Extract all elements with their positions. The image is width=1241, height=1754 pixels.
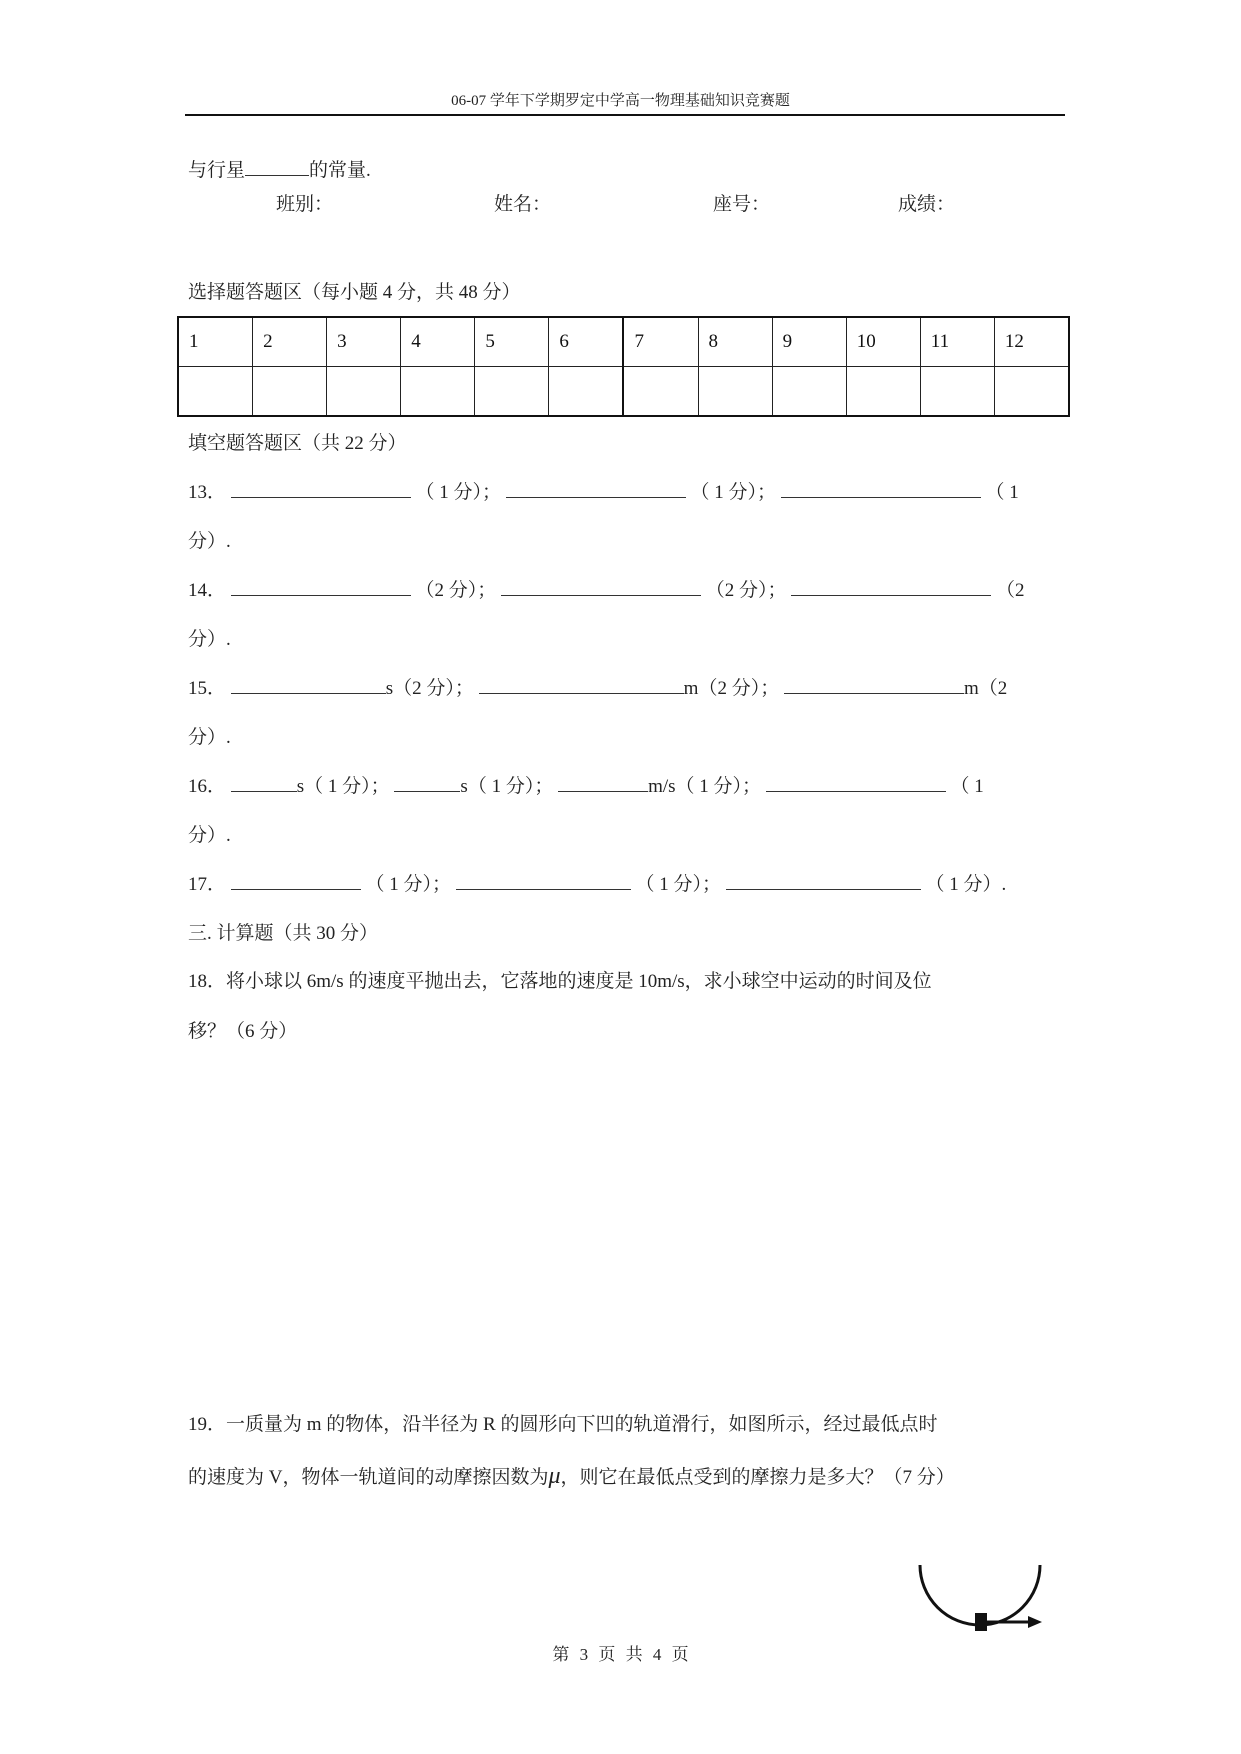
page-footer: 第 3 页 共 4 页 [552, 1645, 689, 1664]
mc-answer-cell[interactable] [327, 367, 401, 417]
score-note: （2 分）； [705, 580, 787, 601]
fill-question-13 [188, 477, 1019, 504]
mc-number-cell: 7 [623, 317, 698, 367]
question-19-text: 的速度为 V，物体一轨道间的动摩擦因数为 [188, 1467, 549, 1488]
fill-question-15 [188, 673, 1007, 700]
answer-blank[interactable] [501, 579, 701, 596]
score-note: （ 1 [985, 482, 1019, 503]
answer-blank[interactable] [479, 677, 684, 694]
fill-question-15-tail: 分）. [188, 727, 231, 748]
mc-number-cell: 11 [920, 317, 994, 367]
mc-number-cell: 10 [846, 317, 920, 367]
object-block [975, 1613, 987, 1631]
carryover-line [188, 155, 371, 182]
info-name-label: 姓名： [494, 194, 552, 215]
fill-question-13-tail: 分）. [188, 531, 231, 552]
carryover-prefix: 与行星 [188, 160, 246, 181]
mc-number-cell: 8 [698, 317, 772, 367]
mc-number-cell: 1 [178, 317, 253, 367]
mc-number-cell: 3 [327, 317, 401, 367]
question-number: 14． [188, 580, 227, 601]
mc-answer-row [178, 367, 1069, 417]
score-note: （2 [996, 580, 1025, 601]
answer-blank[interactable] [506, 481, 686, 498]
carryover-suffix: 的常量. [309, 160, 371, 181]
velocity-arrow-head-icon [1028, 1616, 1042, 1628]
score-note: （ 1 分）； [690, 482, 777, 503]
score-note: （ 1 分）； [635, 874, 722, 895]
fill-section-title: 填空题答题区（共 22 分） [188, 433, 407, 454]
score-note: m/s（ 1 分）； [648, 776, 762, 797]
mc-answer-cell[interactable] [994, 367, 1069, 417]
score-note: （ 1 分）； [365, 874, 452, 895]
question-number: 17． [188, 874, 227, 895]
mc-answer-cell[interactable] [253, 367, 327, 417]
fill-question-16 [188, 771, 984, 798]
answer-blank[interactable] [791, 579, 991, 596]
score-note: s（ 1 分）； [460, 776, 554, 797]
mc-number-cell: 9 [772, 317, 846, 367]
fill-question-14-tail: 分）. [188, 629, 231, 650]
score-note: （ 1 分）； [415, 482, 502, 503]
answer-blank[interactable] [231, 775, 297, 792]
score-note: （ 1 分）. [925, 874, 1007, 895]
answer-blank[interactable] [558, 775, 648, 792]
mc-number-row [178, 317, 1069, 367]
info-score-label: 成绩： [898, 194, 956, 215]
mc-number-cell: 4 [401, 317, 475, 367]
mc-number-cell: 5 [475, 317, 549, 367]
score-note: （2 分）； [415, 580, 497, 601]
page-header-title: 06-07 学年下学期罗定中学高一物理基础知识竞赛题 [451, 93, 790, 109]
question-19-text: ，则它在最低点受到的摩擦力是多大？（7 分） [560, 1467, 955, 1488]
question-19-line2 [188, 1462, 955, 1490]
score-note: s（2 分）； [385, 678, 474, 699]
score-note: （ 1 [950, 776, 984, 797]
answer-blank[interactable] [394, 775, 460, 792]
question-number: 16． [188, 776, 227, 797]
answer-blank[interactable] [231, 873, 361, 890]
answer-blank[interactable] [726, 873, 921, 890]
mc-answer-cell[interactable] [475, 367, 549, 417]
answer-blank[interactable] [245, 159, 309, 176]
answer-blank[interactable] [784, 677, 964, 694]
fill-question-16-tail: 分）. [188, 825, 231, 846]
mc-answer-cell[interactable] [698, 367, 772, 417]
mu-symbol: μ [548, 1463, 561, 1489]
mc-number-cell: 2 [253, 317, 327, 367]
info-seat-label: 座号： [713, 194, 771, 215]
calc-section-title: 三. 计算题（共 30 分） [188, 923, 379, 944]
answer-blank[interactable] [231, 677, 386, 694]
mc-answer-table [177, 316, 1070, 417]
fill-question-14 [188, 575, 1025, 602]
answer-blank[interactable] [456, 873, 631, 890]
score-note: m（2 分）； [683, 678, 780, 699]
mc-section-title: 选择题答题区（每小题 4 分，共 48 分） [188, 282, 521, 303]
mc-answer-cell[interactable] [920, 367, 994, 417]
mc-answer-cell[interactable] [772, 367, 846, 417]
mc-answer-cell[interactable] [549, 367, 624, 417]
mc-number-cell: 12 [994, 317, 1069, 367]
answer-blank[interactable] [231, 579, 411, 596]
question-number: 15． [188, 678, 227, 699]
header-divider [185, 114, 1065, 116]
info-class-label: 班别： [276, 194, 334, 215]
question-18-line1: 18．将小球以 6m/s 的速度平抛出去，它落地的速度是 10m/s，求小球空中运动的时间及位 [188, 971, 932, 992]
mc-number-cell: 6 [549, 317, 624, 367]
question-19-line1: 19．一质量为 m 的物体，沿半径为 R 的圆形向下凹的轨道滑行，如图所示，经过最低点时 [188, 1414, 938, 1435]
score-note: m（2 [963, 678, 1008, 699]
mc-answer-cell[interactable] [623, 367, 698, 417]
question-number: 13． [188, 482, 227, 503]
answer-blank[interactable] [231, 481, 411, 498]
answer-blank[interactable] [781, 481, 981, 498]
mc-answer-cell[interactable] [401, 367, 475, 417]
mc-answer-cell[interactable] [846, 367, 920, 417]
mc-answer-cell[interactable] [178, 367, 253, 417]
question-18-line2: 移？（6 分） [188, 1021, 298, 1042]
answer-blank[interactable] [766, 775, 946, 792]
fill-question-17 [188, 869, 1006, 896]
score-note: s（ 1 分）； [296, 776, 390, 797]
